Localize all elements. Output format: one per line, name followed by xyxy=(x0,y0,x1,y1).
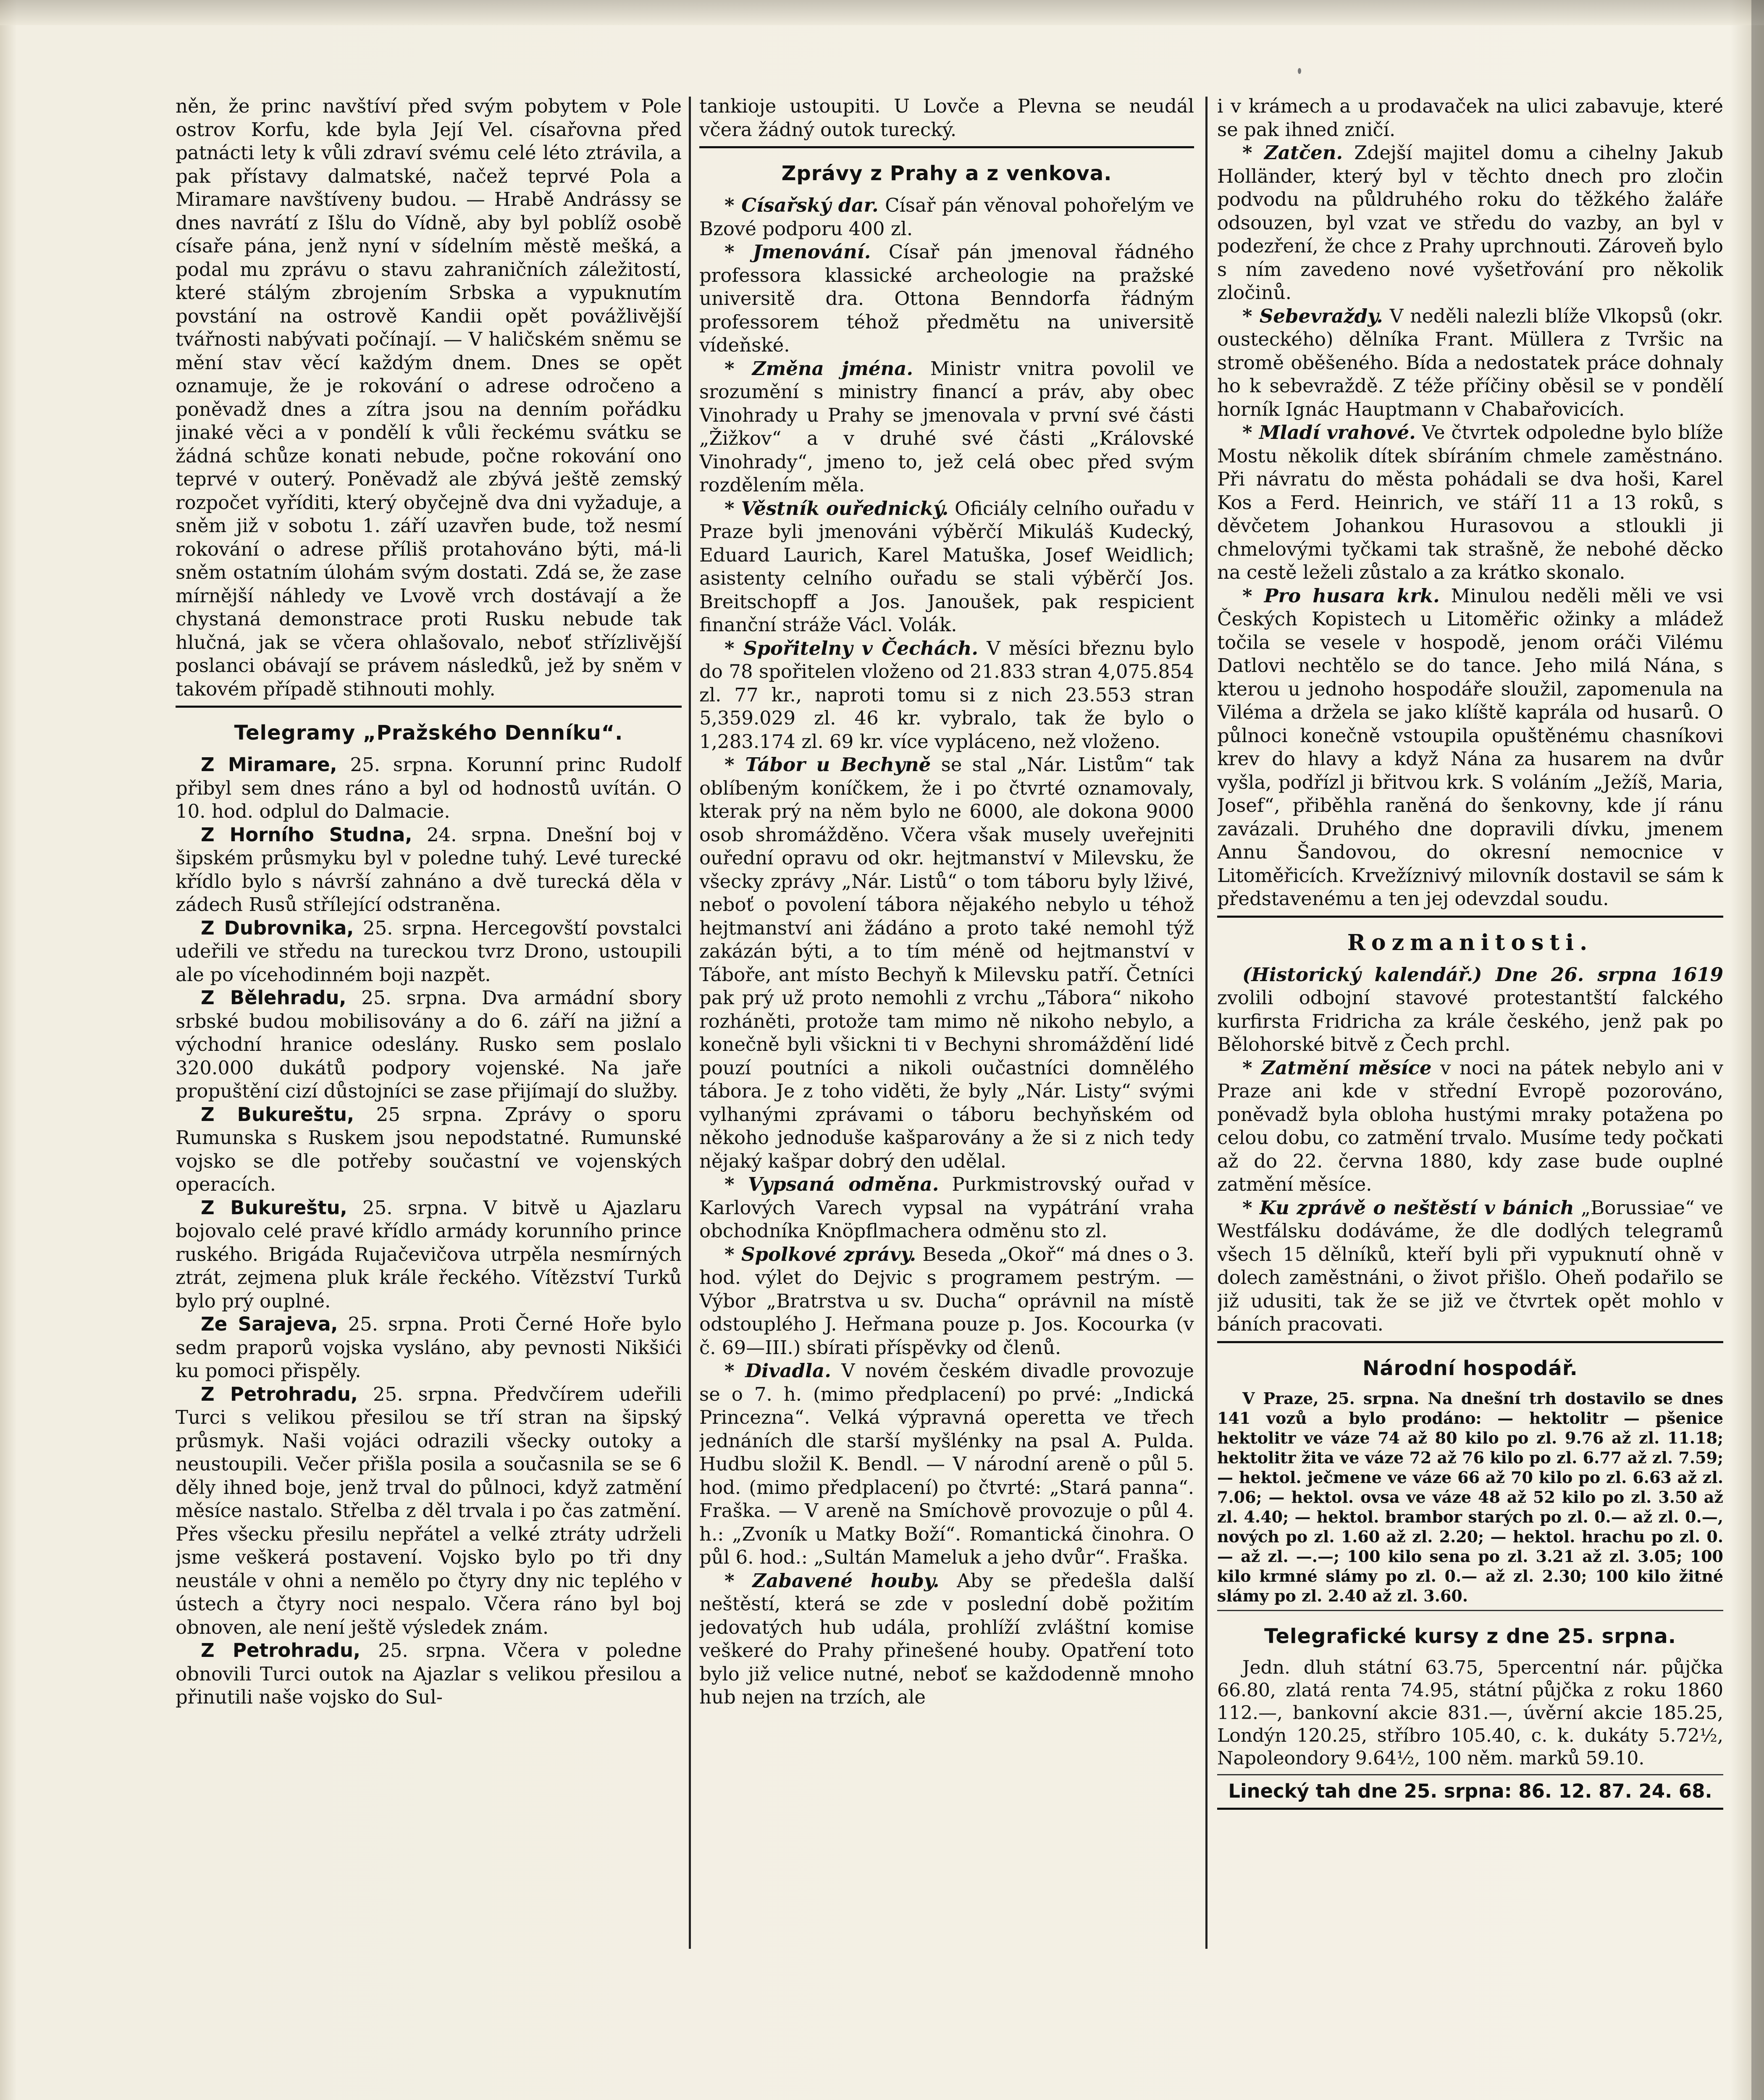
telegram-place: Z Bělehradu, xyxy=(201,987,346,1009)
news-item-title: Mladí vrahové. xyxy=(1259,421,1416,444)
telegram-place: Z Dubrovnika, xyxy=(201,916,354,939)
section-divider xyxy=(176,706,682,708)
misc-item-title: Ku zprávě o neštěstí v bánich xyxy=(1259,1196,1574,1219)
misc-item: * Zatmění měsíce v noci na pátek nebylo ani v Praze ani kde v střední Evropě pozorováno, poněvadž byla obloha hustými mraky potažena po celou dobu, co zatmění trvalo. Musíme tedy počkati až do 22. června 1880, kdy zase bude ouplné zatmění měsíce. xyxy=(1217,1056,1723,1195)
misc-item-text: zvolili odbojní stavové protestantští falckého kurfirsta Fridricha za krále českého, jenž pak po Bělohorské bitvě z Čech prchl. xyxy=(1217,987,1723,1055)
telegram-place: Z Bukureštu, xyxy=(201,1196,347,1219)
telegram-item xyxy=(176,1196,682,1313)
news-item-title: Jmenování. xyxy=(753,241,871,263)
news-item-text: Minulou neděli měli ve vsi Českých Kopistech u Litoměřic ožinky a mládež točila se vesele v hospodě, jenom oráči Vilému Datlovi nechtělo se do tance. Jeho milá Nána, s kterou u jednoho hospodáře sloužil, zapomenula na Viléma a držela se jako klíště kaprála od husarů. O půlnoci konečně vstoupila opuštěnému chasníkovi krev do hlavy a když Nána za husarem na dvůr vyšla, podřízl ji břitvou krk. S voláním „Ježíš, Maria, Josef“, přiběhla raněná do šenkovny, kde jí ránu zavázali. Druhého dne dopravili dívku, jmenem Annu Šandovou, do okresní nemocnice v Litoměřicích. Krvežíznivý milovník dostavil se sám k představenému a ten jej odevzdal soudu. xyxy=(1217,584,1723,910)
section-heading-prague-news: Zprávy z Prahy a z venkova. xyxy=(781,162,1112,185)
telegram-text: 24. srpna. Dnešní boj v šipském průsmyku byl v poledne tuhý. Levé turecké křídlo bylo s návrší zahnáno a dvě turecká děla v zádech Rusů střílející odstraněna. xyxy=(176,823,682,916)
news-item-text: Ministr vnitra povolil ve srozumění s ministry financí a práv, aby obec Vinohrady u Prahy se jmenovala v první své části „Žižkov“ a v druhé své části „Královské Vinohrady“, jmeno to, jež celá obec před svým rozdělením měla. xyxy=(699,357,1194,496)
news-item-title: Věstník ouřednický. xyxy=(741,497,949,520)
news-item: * Věstník ouřednický. Oficiály celního ouřadu v Praze byli jmenováni výběrčí Mikuláš Kudecký, Eduard Laurich, Karel Matuška, Josef Weidlich; asistenty celního ouřadu se stali výběrčí Jos. Breitschopff a Jos. Janoušek, pak respicient finanční stráže Václ. Volák. xyxy=(699,497,1194,636)
misc-item-text: v noci na pátek nebylo ani v Praze ani kde v střední Evropě pozorováno, poněvadž byla obloha hustými mraky potažena po celou dobu, co zatmění trvalo. Musíme tedy počkati až do 22. června 1880, kdy zase bude ouplné zatmění měsíce. xyxy=(1217,1056,1723,1195)
telegram-text: 25. srpna. Korunní princ Rudolf přibyl sem dnes ráno a byl od hodnostů uvítán. O 10. hod. odplul do Dalmacie. xyxy=(176,753,682,822)
news-item-title: Zatčen. xyxy=(1264,142,1343,164)
article-continuation: něn, že princ navštíví před svým pobytem v Pole ostrov Korfu, kde byla Její Vel. císařovna před patnácti lety k vůli zdraví svému celé léto ztrávila, a pak přístavy dalmatské, načež teprvé Pola a Miramare navštíveny budou. — Hrabě Andrássy se dnes navrátí z Išlu do Vídně, aby byl poblíž osobě císaře pána, jenž nyní v sídelním městě mešká, a podal mu zprávu o stavu zahraničních záležitostí, které stálým zbrojením Srbska a vypuknutím povstání na ostrově Kandii opět povážlivější tvářnosti nabývati počínají. — V haličském sněmu se mění stav věcí každým dnem. Dnes se opět oznamuje, že je rokování o adrese odročeno a poněvadž dnes a zítra jsou na denním pořádku jinaké věci a v pondělí k vůli řeckému svátku se žádná schůze konati nebude, počne rokování ono teprvé v outerý. Poněvadž ale zbývá ještě zemský rozpočet vyříditi, který obyčejně dva dni vyžaduje, a sněm již v sobotu 1. září uzavřen bude, tož nesmí rokování o adrese příliš protahováno býti, má-li sněm ostatním úlohám svým dostati. Zdá se, že zase mírnější náhledy ve Lvově vrch dostávají a že chystaná demonstrace proti Rusku nebude tak hlučná, jak se včera ohlašovalo, neboť střízlivější poslanci obávají se právem následků, jež by sněm v takovém případě stihnouti mohly. xyxy=(176,95,682,700)
news-item: * Mladí vrahové. Ve čtvrtek odpoledne bylo blíže Mostu několik dítek sbíráním chmele zaměstnáno. Při návratu do města pohádali se dva hoši, Karel Kos a Ferd. Heinrich, ve stáří 11 a 13 roků, s děvčetem Johankou Hurasovou a stloukli ji chmelovými tyčkami tak strašně, že nebohé děcko na cestě leželi zůstalo a za krátko skonalo. xyxy=(1217,421,1723,583)
top-edge-shadow xyxy=(0,0,1764,25)
section-heading-telegrams: Telegramy „Pražského Denníku“. xyxy=(234,721,623,745)
article-continuation: i v krámech a u prodavaček na ulici zabavuje, které se pak ihned zničí. xyxy=(1217,95,1723,141)
news-item-title: Spolkové zprávy. xyxy=(741,1243,916,1265)
telegram-item xyxy=(176,1312,682,1383)
section-heading-economy: Národní hospodář. xyxy=(1362,1356,1578,1380)
news-item-text: V neděli nalezli blíže Vlkopsů (okr. ousteckého) dělníka Frant. Müllera z Tvršic na stromě oběšeného. Bída a nedostatek práce dohnaly ho k sebevraždě. Z téže příčiny oběsil se v pondělí horník Ignác Hauptmann v Chabařovicích. xyxy=(1217,304,1723,420)
telegram-place: Ze Sarajeva, xyxy=(201,1313,338,1335)
news-item-title: Spořitelny v Čechách. xyxy=(743,637,979,659)
telegram-item xyxy=(176,1103,682,1196)
news-item-text: Aby se předešla další neštěstí, která se zde v poslední době požitím jedovatých hub udála, prohlíží zvláštní komise veškeré do Prahy přinešené houby. Opatření toto bylo již velice nutné, neboť se každodenně mnoho hub nejen na trzích, ale xyxy=(699,1569,1194,1708)
news-item-text: Ve čtvrtek odpoledne bylo blíže Mostu několik dítek sbíráním chmele zaměstnáno. Při návratu do města pohádali se dva hoši, Karel Kos a Ferd. Heinrich, ve stáří 11 a 13 roků, s děvčetem Johankou Hurasovou a stloukli ji chmelovými tyčkami tak strašně, že nebohé děcko na cestě leželi zůstalo a za krátko skonalo. xyxy=(1217,421,1723,583)
news-item: * Divadla. V novém českém divadle provozuje se o 7. h. (mimo předplacení) po prvé: „Indická Princezna“. Velká výpravná operetta ve třech jednáních dle starší myšlénky na psal A. Pulda. Hudbu složil K. Bendl. — V národní areně o půl 5. hod. (mimo předplacení) po čtvrté: „Stará panna“. Fraška. — V areně na Smíchově provozuje o půl 4. h.: „Zvoník u Matky Boží“. Romantická činohra. O půl 6. hod.: „Sultán Mameluk a jeho dvůr“. Fraška. xyxy=(699,1360,1194,1568)
telegram-text: 25. srpna. Předvčírem udeřili Turci s velikou přesilou se tří stran na šipský průsmyk. Naši vojáci odrazili všecky outoky a neustoupili. Večer přišla posila a současnila se se 6 děly ihned boje, jenž trval do půlnoci, když zatmění měsíce nastalo. Střelba z děl trvala i po čas zatmění. Přes všecku přesilu nepřátel a velké ztráty udrželi jsme veškerá postavení. Vojsko bylo po tři dny neustále v ohni a nemělo po čtyry dny nic teplého v ústech a čtyry noci nespalo. Včera ráno byl boj obnoven, ale není ještě výsledek znám. xyxy=(176,1383,682,1638)
section-divider xyxy=(1217,1610,1723,1611)
news-item: * Zabavené houby. Aby se předešla další neštěstí, která se zde v poslední době požitím jedovatých hub udála, prohlíží zvláštní komise veškeré do Prahy přinešené houby. Opatření toto bylo již velice nutné, neboť se každodenně mnoho hub nejen na trzích, ale xyxy=(699,1569,1194,1708)
news-item: * Spolkové zprávy. Beseda „Okoř“ má dnes o 3. hod. výlet do Dejvic s programem pestrým. — Výbor „Bratrstva u sv. Ducha“ oprávnil na místě odstouplého J. Heřmana pouze p. Jos. Kocourka (v č. 69—III.) sbírati příspěvky od členů. xyxy=(699,1243,1194,1359)
telegram-item xyxy=(176,753,682,823)
misc-item-title: (Historický kalendář.) Dne 26. srpna 1619 xyxy=(1242,963,1723,986)
telegram-item xyxy=(176,1383,682,1639)
news-item: * Zatčen. Zdejší majitel domu a cihelny Jakub Holländer, který byl v těchto dnech pro zločin podvodu na půldruhého roku do těžkého žaláře odsouzen, byl vzat ve středu do vazby, an byl v podezření, že chce z Prahy uprchnouti. Zároveň bylo s ním zavedeno nové vyšetřování pro několik zločinů. xyxy=(1217,142,1723,304)
news-item: * Císařský dar. Císař pán věnoval pohořelým ve Bzové podporu 400 zl. xyxy=(699,194,1194,240)
telegram-place: Z Petrohradu, xyxy=(201,1383,358,1405)
news-item: * Spořitelny v Čechách. V měsíci březnu bylo do 78 spořitelen vloženo od 21.833 stran 4,075.854 zl. 77 kr., naproti tomu si z nich 23.553 stran 5,359.029 zl. 46 kr. vybralo, tak že bylo o 1,283.174 zl. 69 kr. více vypláceno, než vloženo. xyxy=(699,637,1194,753)
news-item-text: Zdejší majitel domu a cihelny Jakub Holländer, který byl v těchto dnech pro zločin podvodu na půldruhého roku do těžkého žaláře odsouzen, byl vzat ve středu do vazby, an byl v podezření, že chce z Prahy uprchnouti. Zároveň bylo s ním zavedeno nové vyšetřování pro několik zločinů. xyxy=(1217,142,1723,304)
telegram-text: 25. srpna. Dva armádní sbory srbské budou mobilisovány a do 6. září na jižní a východní hranice odeslány. Rusko sem poslalo 320.000 dukátů podpory vojenské. Na jaře propuštění cizí důstojníci se zase přijímají do služby. xyxy=(176,987,682,1102)
news-item-text: Císař pán věnoval pohořelým ve Bzové podporu 400 zl. xyxy=(699,194,1194,240)
column-middle xyxy=(699,94,1194,2100)
telegram-item xyxy=(176,916,682,987)
telegram-text: 25. srpna. V bitvě u Ajazlaru bojovalo celé pravé křídlo armády korunního prince ruského. Brigáda Rujačevičova utrpěla nesmírných ztrát, zejmena pluk krále řeckého. Vítězství Turků bylo prý ouplné. xyxy=(176,1196,682,1312)
section-heading-exchange-rates: Telegrafické kursy z dne 25. srpna. xyxy=(1264,1624,1676,1648)
section-divider xyxy=(1217,1341,1723,1343)
telegram-text: 25. srpna. Hercegovští povstalci udeřili ve středu na tureckou tvrz Drono, ustoupili ale po vícehodinném boji nazpět. xyxy=(176,916,682,986)
telegram-text: 25 srpna. Zprávy o sporu Rumunska s Ruskem jsou nepodstatné. Rumunské vojsko se dle potřeby součastní ve vojenských operacích. xyxy=(176,1103,682,1195)
telegram-item xyxy=(176,1639,682,1709)
section-divider xyxy=(699,146,1194,148)
right-edge-shadow xyxy=(1751,0,1764,2100)
news-item: * Vypsaná odměna. Purkmistrovský ouřad v Karlových Varech vypsal na vypátrání vraha obchodníka Knöpflmachera odměnu sto zl. xyxy=(699,1173,1194,1242)
news-item: * Tábor u Bechyně se stal „Nár. Listům“ tak oblíbeným koníčkem, že i po čtvrté oznamovaly, kterak prý na něm bylo ne 6000, ale dokona 9000 osob shromážděno. Včera však musely uveřejniti ouřední opravu od okr. hejtmanství v Milevsku, že všecky zprávy „Nár. Listů“ o tom táboru byly lživé, neboť o povolení tábora nějakého nebylo u téhož hejtmanství ani žádáno a proto také nemohl týž zakázán býti, a to tím méně od hejtmanství v Táboře, ant místo Bechyň k Milevsku patří. Četníci pak prý už proto nemohli z vrchu „Tábora“ nikoho rozháněti, protože tam mimo ně nikoho nebylo, a konečně byli všickni ti v Bechyni shromáždění lidé pouzí poutníci a nikoli oučastníci domnělého tábora. Je z toho viděti, že byly „Nár. Listy“ svými vylhanými zprávami o táboru bechyňském od někoho jednoduše kašparovány a že si z nich tedy nějaký kašpar dobrý den udělal. xyxy=(699,753,1194,1172)
news-item-title: Vypsaná odměna. xyxy=(748,1173,939,1195)
section-divider xyxy=(1217,916,1723,918)
misc-item: * Ku zprávě o neštěstí v bánich „Borussiae“ ve Westfálsku dodáváme, že dle dodlých telegramů všech 15 dělníků, kteří byli při vypuknutí ohně v dolech zaměstnáni, o život přišlo. Oheň podařilo se již udusiti, tak že se již ve čtvrtek opět mohlo v báních pracovati. xyxy=(1217,1196,1723,1335)
column-rule xyxy=(689,97,691,1949)
news-item-title: Divadla. xyxy=(745,1360,831,1382)
news-item: * Změna jména. Ministr vnitra povolil ve srozumění s ministry financí a práv, aby obec Vinohrady u Prahy se jmenovala v první své části „Žižkov“ a v druhé své části „Královské Vinohrady“, jmeno to, jež celá obec před svým rozdělením měla. xyxy=(699,357,1194,496)
telegram-item xyxy=(176,823,682,916)
telegram-text: 25. srpna. Proti Černé Hoře bylo sedm praporů vojska vysláno, aby pevnosti Nikšići ku pomoci přispěly. xyxy=(176,1313,682,1382)
news-item-text: Oficiály celního ouřadu v Praze byli jmenováni výběrčí Mikuláš Kudecký, Eduard Laurich, Karel Matuška, Josef Weidlich; asistenty celního ouřadu se stali výběrčí Jos. Breitschopff a Jos. Janoušek, pak respicient finanční stráže Václ. Volák. xyxy=(699,497,1194,636)
news-item-title: Pro husara krk. xyxy=(1264,584,1440,607)
telegram-place: Z Bukureštu, xyxy=(201,1103,354,1126)
section-heading-miscellany: Rozmanitosti. xyxy=(1347,929,1593,956)
lottery-draw: Linecký tah dne 25. srpna: 86. 12. 87. 24. 68. xyxy=(1228,1780,1712,1802)
news-item-text: V novém českém divadle provozuje se o 7. h. (mimo předplacení) po prvé: „Indická Princezna“. Velká výpravná operetta ve třech jednáních dle starší myšlénky na psal A. Pulda. Hudbu složil K. Bendl. — V národní areně o půl 5. hod. (mimo předplacení) po čtvrté: „Stará panna“. Fraška. — V areně na Smíchově provozuje o půl 4. h.: „Zvoník u Matky Boží“. Romantická činohra. O půl 6. hod.: „Sultán Mameluk a jeho dvůr“. Fraška. xyxy=(699,1360,1194,1568)
news-item-text: Císař pán jmenoval řádného professora klassické archeologie na pražské universitě dra. Ottona Benndorfa řádným professorem téhož předmětu na universitě vídeňské. xyxy=(699,241,1194,356)
column-right xyxy=(1217,94,1723,2100)
column-left xyxy=(176,94,682,2100)
news-item: * Pro husara krk. Minulou neděli měli ve vsi Českých Kopistech u Litoměřic ožinky a mládež točila se vesele v hospodě, jenom oráči Vilému Datlovi nechtělo se do tance. Jeho milá Nána, s kterou u jednoho hospodáře sloužil, zapomenula na Viléma a držela se jako klíště kaprála od husarů. O půlnoci konečně vstoupila opuštěnému chasníkovi krev do hlavy a když Nána za husarem na dvůr vyšla, podřízl ji břitvou krk. S voláním „Ježíš, Maria, Josef“, přiběhla raněná do šenkovny, kde jí ránu zavázali. Druhého dne dopravili dívku, jmenem Annu Šandovou, do okresní nemocnice v Litoměřicích. Krvežíznivý milovník dostavil se sám k představenému a ten jej odevzdal soudu. xyxy=(1217,584,1723,910)
news-item-title: Tábor u Bechyně xyxy=(745,753,931,776)
misc-item-title: Zatmění měsíce xyxy=(1261,1056,1432,1079)
article-continuation: tankioje ustoupiti. U Lovče a Plevna se neudál včera žádný outok turecký. xyxy=(699,95,1194,141)
telegram-place: Z Miramare, xyxy=(201,753,337,776)
news-item-text: V měsíci březnu bylo do 78 spořitelen vloženo od 21.833 stran 4,075.854 zl. 77 kr., naproti tomu si z nich 23.553 stran 5,359.029 zl. 46 kr. vybralo, tak že bylo o 1,283.174 zl. 69 kr. více vypláceno, než vloženo. xyxy=(699,637,1194,753)
news-item-text: se stal „Nár. Listům“ tak oblíbeným koníčkem, že i po čtvrté oznamovaly, kterak prý na něm bylo ne 6000, ale dokona 9000 osob shromážděno. Včera však musely uveřejniti ouřední opravu od okr. hejtmanství v Milevsku, že všecky zprávy „Nár. Listů“ o tom táboru byly lživé, neboť o povolení tábora nějakého nebylo u téhož hejtmanství ani žádáno a proto také nemohl týž zakázán býti, a to tím méně od hejtmanství v Táboře, ant místo Bechyň k Milevsku patří. Četníci pak prý už proto nemohli z vrchu „Tábora“ nikoho rozháněti, protože tam mimo ně nikoho nebylo, a konečně byli všickni ti v Bechyni shromáždění lidé pouzí poutníci a nikoli oučastníci domnělého tábora. Je z toho viděti, že byly „Nár. Listy“ svými vylhanými zprávami o táboru bechyňském od někoho jednoduše kašparovány a že si z nich tedy nějaký kašpar dobrý den udělal. xyxy=(699,753,1194,1172)
section-divider xyxy=(1217,1774,1723,1775)
news-item-text: Beseda „Okoř“ má dnes o 3. hod. výlet do Dejvic s programem pestrým. — Výbor „Bratrstva u sv. Ducha“ oprávnil na místě odstouplého J. Heřmana pouze p. Jos. Kocourka (v č. 69—III.) sbírati příspěvky od členů. xyxy=(699,1243,1194,1359)
news-item: * Sebevraždy. V neděli nalezli blíže Vlkopsů (okr. ousteckého) dělníka Frant. Müllera z Tvršic na stromě oběšeného. Bída a nedostatek práce dohnaly ho k sebevraždě. Z téže příčiny oběsil se v pondělí horník Ignác Hauptmann v Chabařovicích. xyxy=(1217,304,1723,420)
news-item-title: Sebevraždy. xyxy=(1259,304,1383,327)
section-divider xyxy=(1217,1808,1723,1810)
news-item-text: Purkmistrovský ouřad v Karlových Varech vypsal na vypátrání vraha obchodníka Knöpflmachera odměnu sto zl. xyxy=(699,1173,1194,1242)
column-rule xyxy=(1205,97,1208,1949)
news-item-title: Zabavené houby. xyxy=(752,1569,940,1592)
exchange-rates: Jedn. dluh státní 63.75, 5percentní nár. půjčka 66.80, zlatá renta 74.95, státní půjčka z roku 1860 112.—, bankovní akcie 831.—, úvěrní akcie 185.25, Londýn 120.25, stříbro 105.40, c. k. dukáty 5.72½, Napoleondory 9.64½, 100 něm. marků 59.10. xyxy=(1217,1656,1723,1769)
telegram-item xyxy=(176,986,682,1103)
misc-item-text: „Borussiae“ ve Westfálsku dodáváme, že dle dodlých telegramů všech 15 dělníků, kteří byli při vypuknutí ohně v dolech zaměstnáni, o život přišlo. Oheň podařilo se již udusiti, tak že se již ve čtvrtek opět mohlo v báních pracovati. xyxy=(1217,1196,1723,1335)
news-item-title: Změna jména. xyxy=(752,357,914,380)
telegram-place: Z Horního Studna, xyxy=(201,823,412,846)
telegram-place: Z Petrohradu, xyxy=(201,1639,361,1662)
market-report: V Praze, 25. srpna. Na dnešní trh dostavilo se dnes 141 vozů a bylo prodáno: — hektolitr — pšenice hektolitr ve váze 74 až 80 kilo po zl. 9.76 až zl. 11.18; hektolitr žita ve váze 72 až 76 kilo po zl. 6.77 až zl. 7.59; — hektol. ječmene ve váze 66 až 70 kilo po zl. 6.63 až zl. 7.06; — hektol. ovsa ve váze 48 až 52 kilo po zl. 3.50 až zl. 4.40; — hektol. brambor starých po zl. 0.— až zl. 0.—, nových po zl. 1.60 až zl. 2.20; — hektol. hrachu po zl. 0.— až zl. —.—; 100 kilo sena po zl. 3.21 až zl. 3.05; 100 kilo krmné slámy po zl. 0.— až zl. 2.30; 100 kilo žitné slámy po zl. 2.40 až zl. 3.60. xyxy=(1217,1389,1723,1605)
misc-item xyxy=(1217,963,1723,1056)
print-speck xyxy=(1298,68,1301,74)
news-item-title: Císařský dar. xyxy=(741,194,879,216)
telegram-text: 25. srpna. Včera v poledne obnovili Turci outok na Ajazlar s velikou přesilou a přinutili naše vojsko do Sul- xyxy=(176,1639,682,1708)
news-item: * Jmenování. Císař pán jmenoval řádného professora klassické archeologie na pražské universitě dra. Ottona Benndorfa řádným professorem téhož předmětu na universitě vídeňské. xyxy=(699,241,1194,356)
